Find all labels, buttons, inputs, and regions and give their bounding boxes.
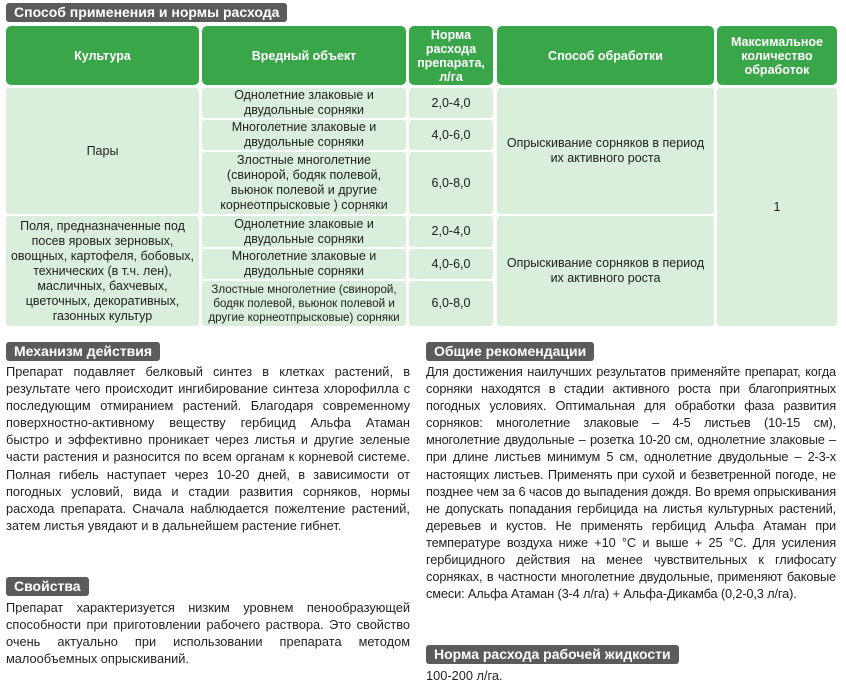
header-crop: Культура [6, 26, 199, 85]
section-title-mechanism: Механизм действия [6, 342, 160, 361]
header-pest: Вредный объект [202, 26, 406, 85]
method-cell-2: Опрыскивание сорняков в период их активного роста [497, 216, 714, 326]
mechanism-text: Препарат подавляет белковый синтез в клетках растений, в результате чего происходит ингибирование синтеза хлорофилла с последующим отмиранием растений. Благодаря современному поверхностно-активному веществу гербицид Альфа Атаман быстро и эффективно проникает через листья и другие зеленые части растения и разносится по всем органам к корневой системе. Полная гибель наступает через 10-20 дней, в зависимости от погодных условий, вида и стадии развития сорняков, нормы расхода препарата. Сначала наблюдается пожелтение растений, затем листья увядают и в дальнейшем растение гибнет. [6, 364, 410, 533]
crop-cell-2: Поля, предназначенные под посев яровых зерновых, овощных, картофеля, бобовых, технических (в т.ч. лен), масличных, бахчевых, цветочных, декоративных, газонных культур [6, 216, 199, 326]
max-treatments-cell: 1 [717, 88, 837, 326]
pest-cell-1-1: Однолетние злаковые и двудольные сорняки [202, 88, 406, 118]
rate-cell-1-3: 6,0-8,0 [409, 152, 493, 214]
rate-cell-1-2: 4,0-6,0 [409, 120, 493, 150]
header-rate: Норма расхода препарата, л/га [409, 26, 493, 85]
rate-cell-2-1: 2,0-4,0 [409, 216, 493, 247]
section-title-properties: Свойства [6, 577, 89, 596]
crop-cell-1: Пары [6, 88, 199, 214]
rate-cell-1-1: 2,0-4,0 [409, 88, 493, 118]
liquid-rate-text: 100-200 л/га. [426, 668, 503, 683]
pest-cell-1-3: Злостные многолетние (свинорой, бодяк полевой, вьюнок полевой и другие корнеотпрысковые ) сорняки [202, 152, 406, 214]
pest-cell-2-1: Однолетние злаковые и двудольные сорняки [202, 216, 406, 247]
properties-text: Препарат характеризуется низким уровнем пенообразующей способности при приготовлении рабочего раствора. Это свойство очень актуально при использовании препарата методом малообъемных опрыскиваний. [6, 600, 410, 667]
section-title-liquid-rate: Норма расхода рабочей жидкости [426, 645, 679, 664]
method-cell-1: Опрыскивание сорняков в период их активного роста [497, 88, 714, 214]
section-title-recommendations: Общие рекомендации [426, 342, 594, 361]
section-title-application: Способ применения и нормы расхода [6, 3, 287, 22]
pest-cell-1-2: Многолетние злаковые и двудольные сорняки [202, 120, 406, 150]
header-max: Максимальное количество обработок [717, 26, 837, 85]
rate-cell-2-2: 4,0-6,0 [409, 249, 493, 279]
pest-cell-2-2: Многолетние злаковые и двудольные сорняки [202, 249, 406, 279]
pest-cell-2-3: Злостные многолетние (свинорой, бодяк полевой, вьюнок полевой и другие корнеотпрысковые) сорняки [202, 281, 406, 326]
rate-cell-2-3: 6,0-8,0 [409, 281, 493, 326]
header-method: Способ обработки [497, 26, 714, 85]
recommendations-text: Для достижения наилучших результатов применяйте препарат, когда сорняки находятся в стадии активного роста при благоприятных погодных условиях. Оптимальная для обработки фаза развития сорняков: многолетние злаковые – 4-5 листьев (10-15 см), многолетние двудольные – розетка 10-20 см, однолетние злаковые – при длине листьев минимум 5 см, однолетние двудольные – 2-3-х настоящих листьев. Применять при сухой и безветренной погоде, не позднее чем за 6 часов до выпадения дождя. Во время опрыскивания не допускать попадания гербицида на листья культурных растений, деревьев и кустов. Не применять гербицид Альфа Атаман при температуре воздуха ниже +10 °С и выше + 25 °С. Для усиления гербицидного действия на менее чувствительных к глифосату сорняках, в частности многолетние двудольные, применяют баковые смеси: Альфа Атаман (3-4 л/га) + Альфа-Дикамба (0,2-0,3 л/га). [426, 364, 836, 602]
